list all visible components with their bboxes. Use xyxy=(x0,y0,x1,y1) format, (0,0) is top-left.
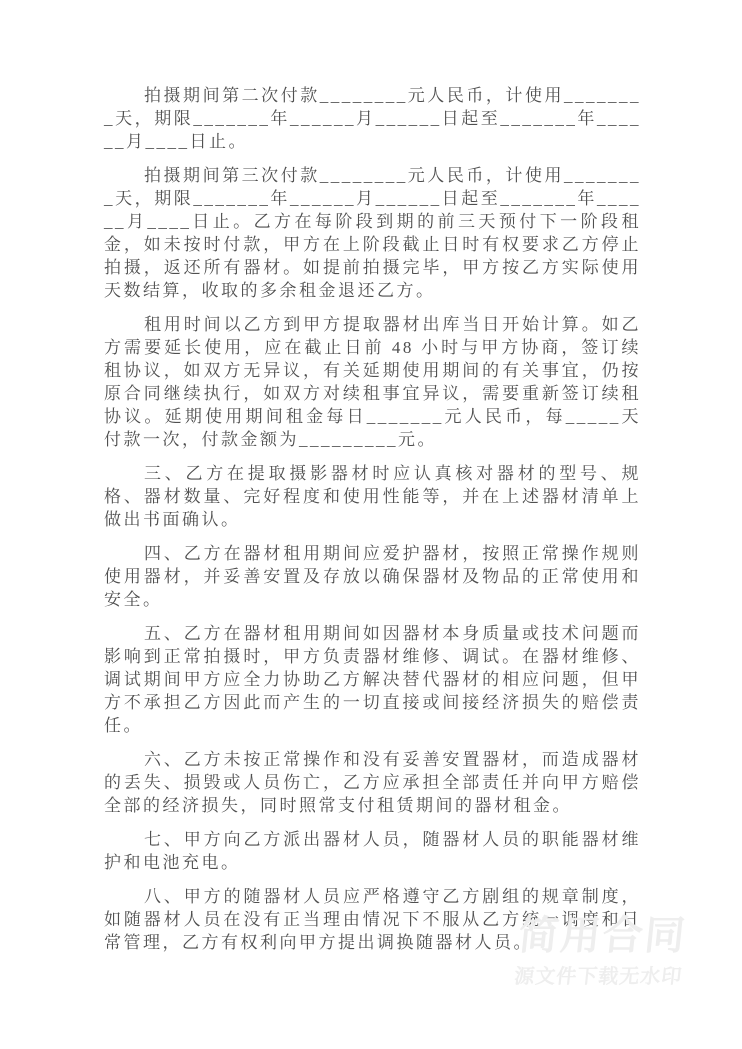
contract-paragraph-payment-3: 拍摄期间第三次付款________元人民币，计使用________天，期限_______年______月______日起至_______年______月____日止。乙方在每阶段到期的前三天预付下一阶段租金，如未按时付款，甲方在上阶段截止日时有权要求乙方停止拍摄，返还所有器材。如提前拍摄完毕，甲方按乙方实际使用天数结算，收取的多余租金退还乙方。 xyxy=(104,166,641,300)
watermark xyxy=(502,914,700,988)
watermark-subtitle-text: 源文件下载无水印 xyxy=(513,966,684,988)
watermark-logo-text: 简用合同 xyxy=(516,914,689,958)
contract-paragraph-rental-time: 租用时间以乙方到甲方提取器材出库当日开始计算。如乙方需要延长使用，应在截止日前 48 小时与甲方协商，签订续租协议，如双方无异议，有关延期使用期间的有关事宜，仍按原合同继续执行，如双方对续租事宜异议，需要重新签订续租协议。延期使用期间租金每日_______元人民币，每_____天付款一次，付款金额为_________元。 xyxy=(104,315,641,449)
contract-body xyxy=(104,84,641,965)
contract-clause-4: 四、乙方在器材租用期间应爱护器材，按照正常操作规则使用器材，并妥善安置及存放以确保器材及物品的正常使用和安全。 xyxy=(104,544,641,609)
contract-clause-7: 七、甲方向乙方派出器材人员，随器材人员的职能器材维护和电池充电。 xyxy=(104,830,641,872)
contract-clause-3: 三、乙方在提取摄影器材时应认真核对器材的型号、规格、器材数量、完好程度和使用性能等，并在上述器材清单上做出书面确认。 xyxy=(104,464,641,529)
contract-clause-8: 八、甲方的随器材人员应严格遵守乙方剧组的规章制度，如随器材人员在没有正当理由情况下不服从乙方统一调度和日常管理，乙方有权利向甲方提出调换随器材人员。 xyxy=(104,887,641,952)
contract-clause-6: 六、乙方未按正常操作和没有妥善安置器材，而造成器材的丢失、损毁或人员伤亡，乙方应承担全部责任并向甲方赔偿全部的经济损失，同时照常支付租赁期间的器材租金。 xyxy=(104,750,641,815)
contract-clause-5: 五、乙方在器材租用期间如因器材本身质量或技术问题而影响到正常拍摄时，甲方负责器材维修、调试。在器材维修、调试期间甲方应全力协助乙方解决替代器材的相应问题，但甲方不承担乙方因此而产生的一切直接或间接经济损失的赔偿责任。 xyxy=(104,624,641,735)
contract-paragraph-payment-2: 拍摄期间第二次付款________元人民币，计使用________天，期限_______年______月______日起至_______年______月____日止。 xyxy=(104,86,641,151)
